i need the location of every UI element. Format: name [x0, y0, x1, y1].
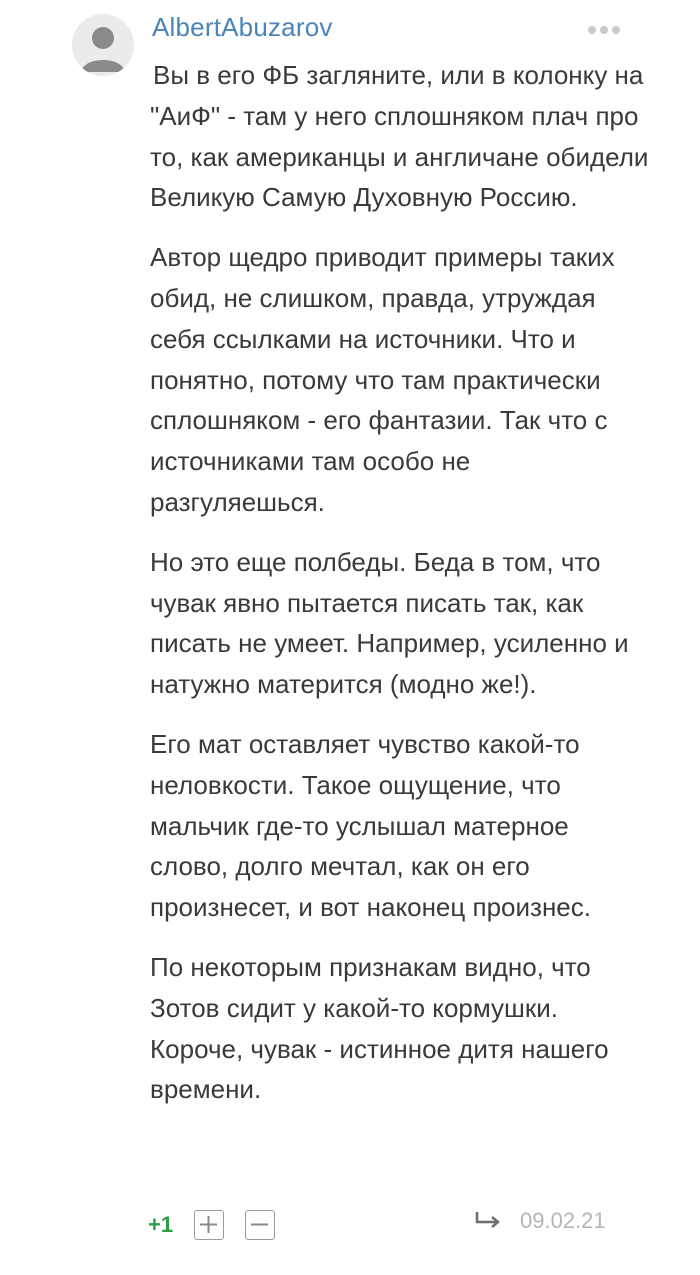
comment-paragraph: По некоторым признакам видно, что Зотов сидит у какой-то кормушки. Короче, чувак - истинное дитя нашего времени.: [150, 951, 609, 1105]
author-name[interactable]: AlbertAbuzarov: [152, 12, 333, 42]
avatar[interactable]: [72, 14, 134, 76]
upvote-button[interactable]: [194, 1210, 224, 1240]
comment-paragraph: Но это еще полбеды. Беда в том, что чувак явно пытается писать так, как писать не умеет. Например, усиленно и натужно матерится (модно же!).: [150, 546, 629, 700]
rating-count: +1: [148, 1212, 174, 1237]
comment-footer: [148, 1210, 628, 1246]
comment-paragraph: Его мат оставляет чувство какой-то неловкости. Такое ощущение, что мальчик где-то услышал матерное слово, долго мечтал, как он его произнесет, и вот наконец произнес.: [150, 728, 591, 923]
comment-date: 09.02.21: [520, 1208, 606, 1233]
ellipsis-icon: [600, 26, 608, 34]
comment-body: [150, 55, 650, 1129]
minus-icon: [246, 1211, 273, 1238]
ellipsis-icon: [588, 26, 596, 34]
more-options-button[interactable]: [588, 24, 624, 36]
user-silhouette-icon: [72, 14, 134, 76]
reply-arrow-icon: [474, 1210, 502, 1232]
downvote-button[interactable]: [245, 1210, 275, 1240]
ellipsis-icon: [612, 26, 620, 34]
comment-paragraph: Вы в его ФБ загляните, или в колонку на "АиФ" - там у него сплошняком плач про то, как американцы и англичане обидели Великую Самую Духовную Россию.: [150, 60, 649, 213]
reply-button[interactable]: [474, 1210, 502, 1232]
comment-paragraph: Автор щедро приводит примеры таких обид, не слишком, правда, утруждая себя ссылками на источники. Что и понятно, потому что там практически сплошняком - его фантазии. Так что с источниками там особо не разгуляешься.: [150, 242, 615, 517]
plus-icon: [195, 1211, 222, 1238]
